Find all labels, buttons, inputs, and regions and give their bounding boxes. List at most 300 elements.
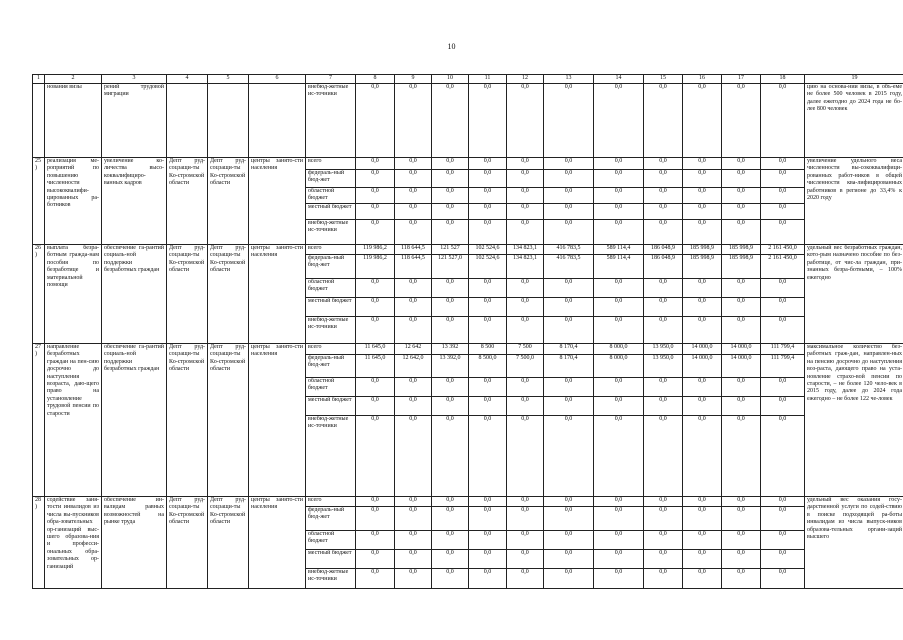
funding-value: 0,0 [722,497,761,507]
funding-value: 0,0 [469,220,507,245]
funding-value: 0,0 [683,550,722,569]
funding-value: 0,0 [683,170,722,188]
measure-goal: обеспечение га-рантий социаль-ной поддержки безработных граждан [102,344,167,497]
funding-value: 0,0 [507,497,544,507]
table-row [33,245,903,255]
funding-value: 0,0 [722,507,761,531]
funding-source: всего [306,344,356,355]
funding-value: 0,0 [356,170,395,188]
table-row [33,497,903,507]
funding-value: 0,0 [683,298,722,317]
funding-value: 0,0 [644,507,683,531]
funding-value: 8 000,0 [594,355,644,378]
funding-value: 121 527,0 [432,255,469,279]
page-number: 10 [447,42,456,51]
funding-value: 0,0 [683,497,722,507]
column-number: 8 [356,75,395,84]
funding-value: 118 644,5 [395,245,432,255]
funding-source: федераль-ный бюд-жет [306,507,356,531]
funding-value: 12 642,0 [395,355,432,378]
funding-value: 0,0 [507,204,544,220]
funding-value: 0,0 [356,507,395,531]
funding-value: 0,0 [761,317,805,344]
funding-value: 0,0 [594,84,644,158]
funding-value: 0,0 [356,84,395,158]
funding-value: 0,0 [644,550,683,569]
funding-source: областной бюджет [306,279,356,298]
funding-source: федераль-ный бюд-жет [306,255,356,279]
funding-value: 0,0 [432,378,469,397]
co-executor: Депт руд-соцзащи-ты Ко-стромской области [208,344,249,497]
measure-goal: рений трудовой миграции [102,84,167,158]
responsible-executor: Депт руд-соцзащи-ты Ко-стромской области [167,344,208,497]
funding-value: 0,0 [544,531,594,550]
funding-value: 0,0 [395,378,432,397]
column-number: 4 [167,75,208,84]
funding-value: 0,0 [644,317,683,344]
funding-value: 0,0 [644,279,683,298]
measure-name: реализация ме-роприятий по повышению численности высококвалифи-цированных ра-ботников [45,158,102,245]
funding-value: 0,0 [469,416,507,497]
funding-source: внебюд-жетные ис-точники [306,416,356,497]
funding-value: 0,0 [507,507,544,531]
funding-value: 0,0 [722,397,761,416]
funding-value: 0,0 [644,378,683,397]
funding-value: 0,0 [544,569,594,589]
funding-value: 589 114,4 [594,255,644,279]
funding-value: 185 998,9 [683,255,722,279]
funding-value: 111 799,4 [761,355,805,378]
funding-value: 185 998,9 [722,245,761,255]
funding-source: внебюд-жетные ис-точники [306,84,356,158]
measure-name: выплата безра-ботным гражда-нам пособия по безработице и материальной помощи [45,245,102,344]
funding-source: всего [306,245,356,255]
funding-value: 0,0 [432,279,469,298]
funding-value: 416 783,5 [544,255,594,279]
funding-value: 8 500 [469,344,507,355]
funding-value: 186 048,9 [644,255,683,279]
funding-value: 0,0 [722,279,761,298]
funding-value: 0,0 [683,84,722,158]
funding-value: 0,0 [683,158,722,170]
funding-value: 0,0 [395,188,432,204]
table-row [33,344,903,355]
funding-value: 0,0 [395,416,432,497]
funding-source: областной бюджет [306,531,356,550]
funding-value: 0,0 [683,279,722,298]
row-number: 28) [33,497,45,589]
funding-value: 0,0 [683,204,722,220]
funding-value: 0,0 [395,220,432,245]
funding-value: 0,0 [395,507,432,531]
funding-value: 0,0 [644,170,683,188]
funding-value: 0,0 [395,170,432,188]
funding-value: 8 170,4 [544,355,594,378]
funding-value: 0,0 [469,550,507,569]
funding-value: 0,0 [469,298,507,317]
funding-value: 121 527 [432,245,469,255]
funding-value: 0,0 [356,569,395,589]
funding-source: внебюд-жетные ис-точники [306,569,356,589]
funding-source: всего [306,158,356,170]
funding-value: 0,0 [395,317,432,344]
column-number: 15 [644,75,683,84]
funding-value: 0,0 [544,378,594,397]
funding-source: местный бюджет [306,204,356,220]
funding-value: 0,0 [356,378,395,397]
participant: центры занято-сти населения [249,158,306,245]
funding-value: 0,0 [395,158,432,170]
funding-value: 0,0 [507,317,544,344]
funding-value: 0,0 [507,220,544,245]
funding-value: 0,0 [683,317,722,344]
funding-value: 0,0 [594,279,644,298]
expected-result: цию на основа-нии визы, в объ-еме не более 500 человек в 2015 году, далее ежегодно до 2024 года не бо-лее 800 человек [805,84,903,158]
funding-value: 0,0 [594,170,644,188]
column-number: 19 [805,75,903,84]
funding-value: 8 000,0 [594,344,644,355]
funding-value: 0,0 [644,531,683,550]
funding-value: 0,0 [544,317,594,344]
funding-source: областной бюджет [306,378,356,397]
funding-value: 0,0 [356,497,395,507]
funding-value: 0,0 [432,84,469,158]
funding-value: 0,0 [507,550,544,569]
funding-value: 13 392 [432,344,469,355]
funding-value: 0,0 [761,416,805,497]
funding-value: 0,0 [644,497,683,507]
funding-value: 0,0 [356,220,395,245]
program-table [32,74,903,589]
funding-value: 0,0 [544,298,594,317]
funding-value: 0,0 [395,497,432,507]
funding-value: 0,0 [761,84,805,158]
funding-value: 0,0 [644,416,683,497]
funding-value: 11 645,0 [356,344,395,355]
funding-value: 0,0 [432,497,469,507]
column-number: 16 [683,75,722,84]
funding-value: 0,0 [761,279,805,298]
funding-value: 0,0 [544,170,594,188]
measure-name: направление безработных граждан на пен-сию досрочно до наступления возраста, даю-щего право на установление трудовой пенсии по старости [45,344,102,497]
funding-value: 0,0 [395,569,432,589]
expected-result: увеличение удельного веса численности вы-сококвалифици-рованных работ-ников в общей численности ква-лифицированных работников в регионе до 33,4% к 2020 году [805,158,903,245]
funding-value: 0,0 [544,204,594,220]
column-number: 1 [33,75,45,84]
measure-name: нования визы [45,84,102,158]
funding-value: 0,0 [544,497,594,507]
funding-value: 0,0 [722,569,761,589]
column-number: 6 [249,75,306,84]
funding-value: 0,0 [644,84,683,158]
column-number: 3 [102,75,167,84]
funding-value: 0,0 [507,170,544,188]
funding-value: 0,0 [761,204,805,220]
funding-value: 0,0 [469,170,507,188]
funding-value: 13 950,0 [644,355,683,378]
funding-value: 0,0 [356,204,395,220]
column-number: 11 [469,75,507,84]
funding-source: федераль-ный бюд-жет [306,355,356,378]
funding-value: 0,0 [432,317,469,344]
participant: центры занято-сти населения [249,344,306,497]
funding-value: 0,0 [722,550,761,569]
funding-value: 0,0 [761,298,805,317]
measure-goal: увеличение ко-личества высо-коквалифициро-ванных кадров [102,158,167,245]
funding-value: 0,0 [469,569,507,589]
funding-value: 0,0 [395,84,432,158]
funding-value: 0,0 [722,378,761,397]
funding-value: 0,0 [432,531,469,550]
funding-value: 0,0 [722,416,761,497]
column-number: 18 [761,75,805,84]
funding-value: 0,0 [395,204,432,220]
funding-value: 0,0 [594,204,644,220]
funding-value: 0,0 [544,279,594,298]
funding-value: 0,0 [761,550,805,569]
table-row [33,158,903,170]
funding-source: федераль-ный бюд-жет [306,170,356,188]
expected-result: максимальное количество без-работных граж-дан, направлен-ных на пенсию досрочно до наступления воз-раста, дающего право на уста-новление страхо-вой пенсии по старости, – не более 120 чело-век в 2015 году, далее до 2024 года ежегодно – не более 122 че-ловек [805,344,903,497]
funding-value: 0,0 [722,317,761,344]
co-executor [208,84,249,158]
funding-value: 0,0 [507,188,544,204]
funding-value: 0,0 [507,397,544,416]
funding-value: 0,0 [594,397,644,416]
responsible-executor [167,84,208,158]
funding-value: 0,0 [594,416,644,497]
funding-value: 0,0 [356,550,395,569]
expected-result: удельный вес оказания госу-дарственной услуги по содей-ствию в поиске подходящей ра-боты инвалидам из числа выпуск-ников образова-тельных органи-заций высшего [805,497,903,589]
funding-value: 0,0 [507,298,544,317]
funding-value: 119 986,2 [356,255,395,279]
funding-value: 0,0 [722,170,761,188]
funding-value: 0,0 [356,279,395,298]
funding-value: 0,0 [594,220,644,245]
funding-value: 0,0 [722,204,761,220]
funding-value: 0,0 [761,158,805,170]
funding-value: 0,0 [356,531,395,550]
funding-value: 0,0 [356,317,395,344]
funding-value: 2 161 450,0 [761,255,805,279]
participant: центры занято-сти населения [249,497,306,589]
row-number: 26) [33,245,45,344]
funding-value: 0,0 [644,220,683,245]
funding-value: 134 823,1 [507,245,544,255]
table-row [33,84,903,158]
funding-value: 0,0 [544,220,594,245]
funding-value: 0,0 [683,531,722,550]
funding-value: 0,0 [722,158,761,170]
funding-value: 0,0 [507,279,544,298]
funding-value: 0,0 [432,569,469,589]
funding-value: 119 986,2 [356,245,395,255]
funding-value: 0,0 [469,397,507,416]
funding-value: 0,0 [683,220,722,245]
row-number: 25) [33,158,45,245]
funding-value: 0,0 [544,507,594,531]
column-number: 14 [594,75,644,84]
column-number: 12 [507,75,544,84]
funding-value: 0,0 [594,188,644,204]
funding-value: 0,0 [507,531,544,550]
funding-value: 0,0 [644,569,683,589]
funding-value: 0,0 [544,188,594,204]
funding-value: 0,0 [722,298,761,317]
responsible-executor: Депт руд-соцзащи-ты Ко-стромской области [167,158,208,245]
co-executor: Депт руд-соцзащи-ты Ко-стромской области [208,245,249,344]
funding-value: 0,0 [395,531,432,550]
row-number: 27) [33,344,45,497]
funding-value: 0,0 [469,507,507,531]
funding-value: 0,0 [395,397,432,416]
funding-value: 0,0 [544,158,594,170]
funding-value: 0,0 [683,378,722,397]
funding-value: 14 000,0 [722,344,761,355]
funding-value: 0,0 [761,170,805,188]
column-number: 17 [722,75,761,84]
funding-value: 118 644,5 [395,255,432,279]
funding-value: 0,0 [507,569,544,589]
funding-value: 0,0 [469,84,507,158]
funding-value: 185 998,9 [722,255,761,279]
column-number: 7 [306,75,356,84]
funding-value: 0,0 [722,188,761,204]
funding-source: внебюд-жетные ис-точники [306,220,356,245]
funding-value: 0,0 [761,507,805,531]
column-number: 13 [544,75,594,84]
measure-goal: обеспечение ин-валидам равных возможностей на рынке труда [102,497,167,589]
funding-value: 0,0 [761,497,805,507]
funding-value: 0,0 [644,204,683,220]
funding-value: 0,0 [469,531,507,550]
funding-value: 0,0 [469,317,507,344]
funding-value: 14 000,0 [683,344,722,355]
funding-value: 2 161 450,0 [761,245,805,255]
funding-value: 8 500,0 [469,355,507,378]
participant: центры занято-сти населения [249,245,306,344]
funding-value: 0,0 [544,397,594,416]
funding-value: 0,0 [507,158,544,170]
co-executor: Депт руд-соцзащи-ты Ко-стромской области [208,158,249,245]
funding-value: 0,0 [761,397,805,416]
funding-value: 0,0 [644,397,683,416]
funding-value: 0,0 [395,298,432,317]
funding-value: 0,0 [644,158,683,170]
funding-value: 0,0 [722,220,761,245]
funding-source: областной бюджет [306,188,356,204]
funding-value: 0,0 [395,279,432,298]
funding-value: 0,0 [761,531,805,550]
funding-value: 0,0 [722,531,761,550]
funding-value: 0,0 [594,550,644,569]
measure-goal: обеспечение га-рантий социаль-ной поддержки безработных граждан [102,245,167,344]
funding-value: 0,0 [683,188,722,204]
co-executor: Депт руд-соцзащи-ты Ко-стромской области [208,497,249,589]
funding-value: 0,0 [594,298,644,317]
funding-value: 0,0 [761,220,805,245]
funding-value: 0,0 [507,378,544,397]
funding-value: 0,0 [594,497,644,507]
funding-value: 12 642 [395,344,432,355]
measure-name: содействие заня-тости инвалидов из числа вы-пускников обра-зовательных ор-ганизаций выс-шего образова-ния и професси-ональных обра-зовательных ор-ганизаций [45,497,102,589]
funding-value: 0,0 [544,416,594,497]
funding-value: 7 500 [507,344,544,355]
funding-value: 0,0 [761,569,805,589]
funding-value: 0,0 [761,378,805,397]
funding-value: 14 000,0 [683,355,722,378]
funding-value: 0,0 [594,378,644,397]
funding-value: 0,0 [644,298,683,317]
funding-value: 589 114,4 [594,245,644,255]
funding-value: 0,0 [356,298,395,317]
funding-source: внебюд-жетные ис-точники [306,317,356,344]
funding-value: 0,0 [469,188,507,204]
funding-value: 0,0 [356,416,395,497]
funding-value: 0,0 [432,550,469,569]
funding-value: 14 000,0 [722,355,761,378]
funding-value: 111 799,4 [761,344,805,355]
funding-value: 0,0 [432,507,469,531]
header-row [33,75,903,84]
participant [249,84,306,158]
funding-value: 0,0 [683,397,722,416]
column-number: 10 [432,75,469,84]
funding-value: 0,0 [432,220,469,245]
funding-value: 0,0 [507,84,544,158]
column-number: 5 [208,75,249,84]
funding-value: 0,0 [469,279,507,298]
funding-value: 0,0 [356,397,395,416]
funding-value: 416 783,5 [544,245,594,255]
funding-value: 0,0 [432,298,469,317]
funding-value: 102 524,6 [469,245,507,255]
funding-value: 0,0 [644,188,683,204]
column-number: 9 [395,75,432,84]
funding-value: 8 170,4 [544,344,594,355]
funding-value: 0,0 [683,569,722,589]
funding-value: 0,0 [469,378,507,397]
funding-value: 0,0 [432,158,469,170]
expected-result: удельный вес безработных граждан, кото-рым назначено пособие по без-работице, от чис-ла граждан, при-знанных безра-ботными, – 100% ежегодно [805,245,903,344]
funding-value: 0,0 [544,550,594,569]
funding-source: всего [306,497,356,507]
row-number [33,84,45,158]
funding-value: 0,0 [469,497,507,507]
funding-value: 0,0 [432,204,469,220]
funding-source: местный бюджет [306,298,356,317]
funding-value: 11 645,0 [356,355,395,378]
funding-value: 0,0 [594,317,644,344]
responsible-executor: Депт руд-соцзащи-ты Ко-стромской области [167,245,208,344]
funding-value: 0,0 [395,550,432,569]
funding-value: 0,0 [469,204,507,220]
column-number: 2 [45,75,102,84]
funding-value: 185 998,9 [683,245,722,255]
funding-value: 0,0 [544,84,594,158]
funding-source: местный бюджет [306,550,356,569]
funding-value: 13 950,0 [644,344,683,355]
funding-value: 0,0 [722,84,761,158]
funding-value: 0,0 [594,507,644,531]
funding-value: 0,0 [683,416,722,497]
funding-value: 0,0 [594,531,644,550]
funding-value: 0,0 [594,158,644,170]
funding-value: 0,0 [469,158,507,170]
funding-value: 0,0 [594,569,644,589]
funding-value: 102 524,6 [469,255,507,279]
funding-value: 0,0 [761,188,805,204]
